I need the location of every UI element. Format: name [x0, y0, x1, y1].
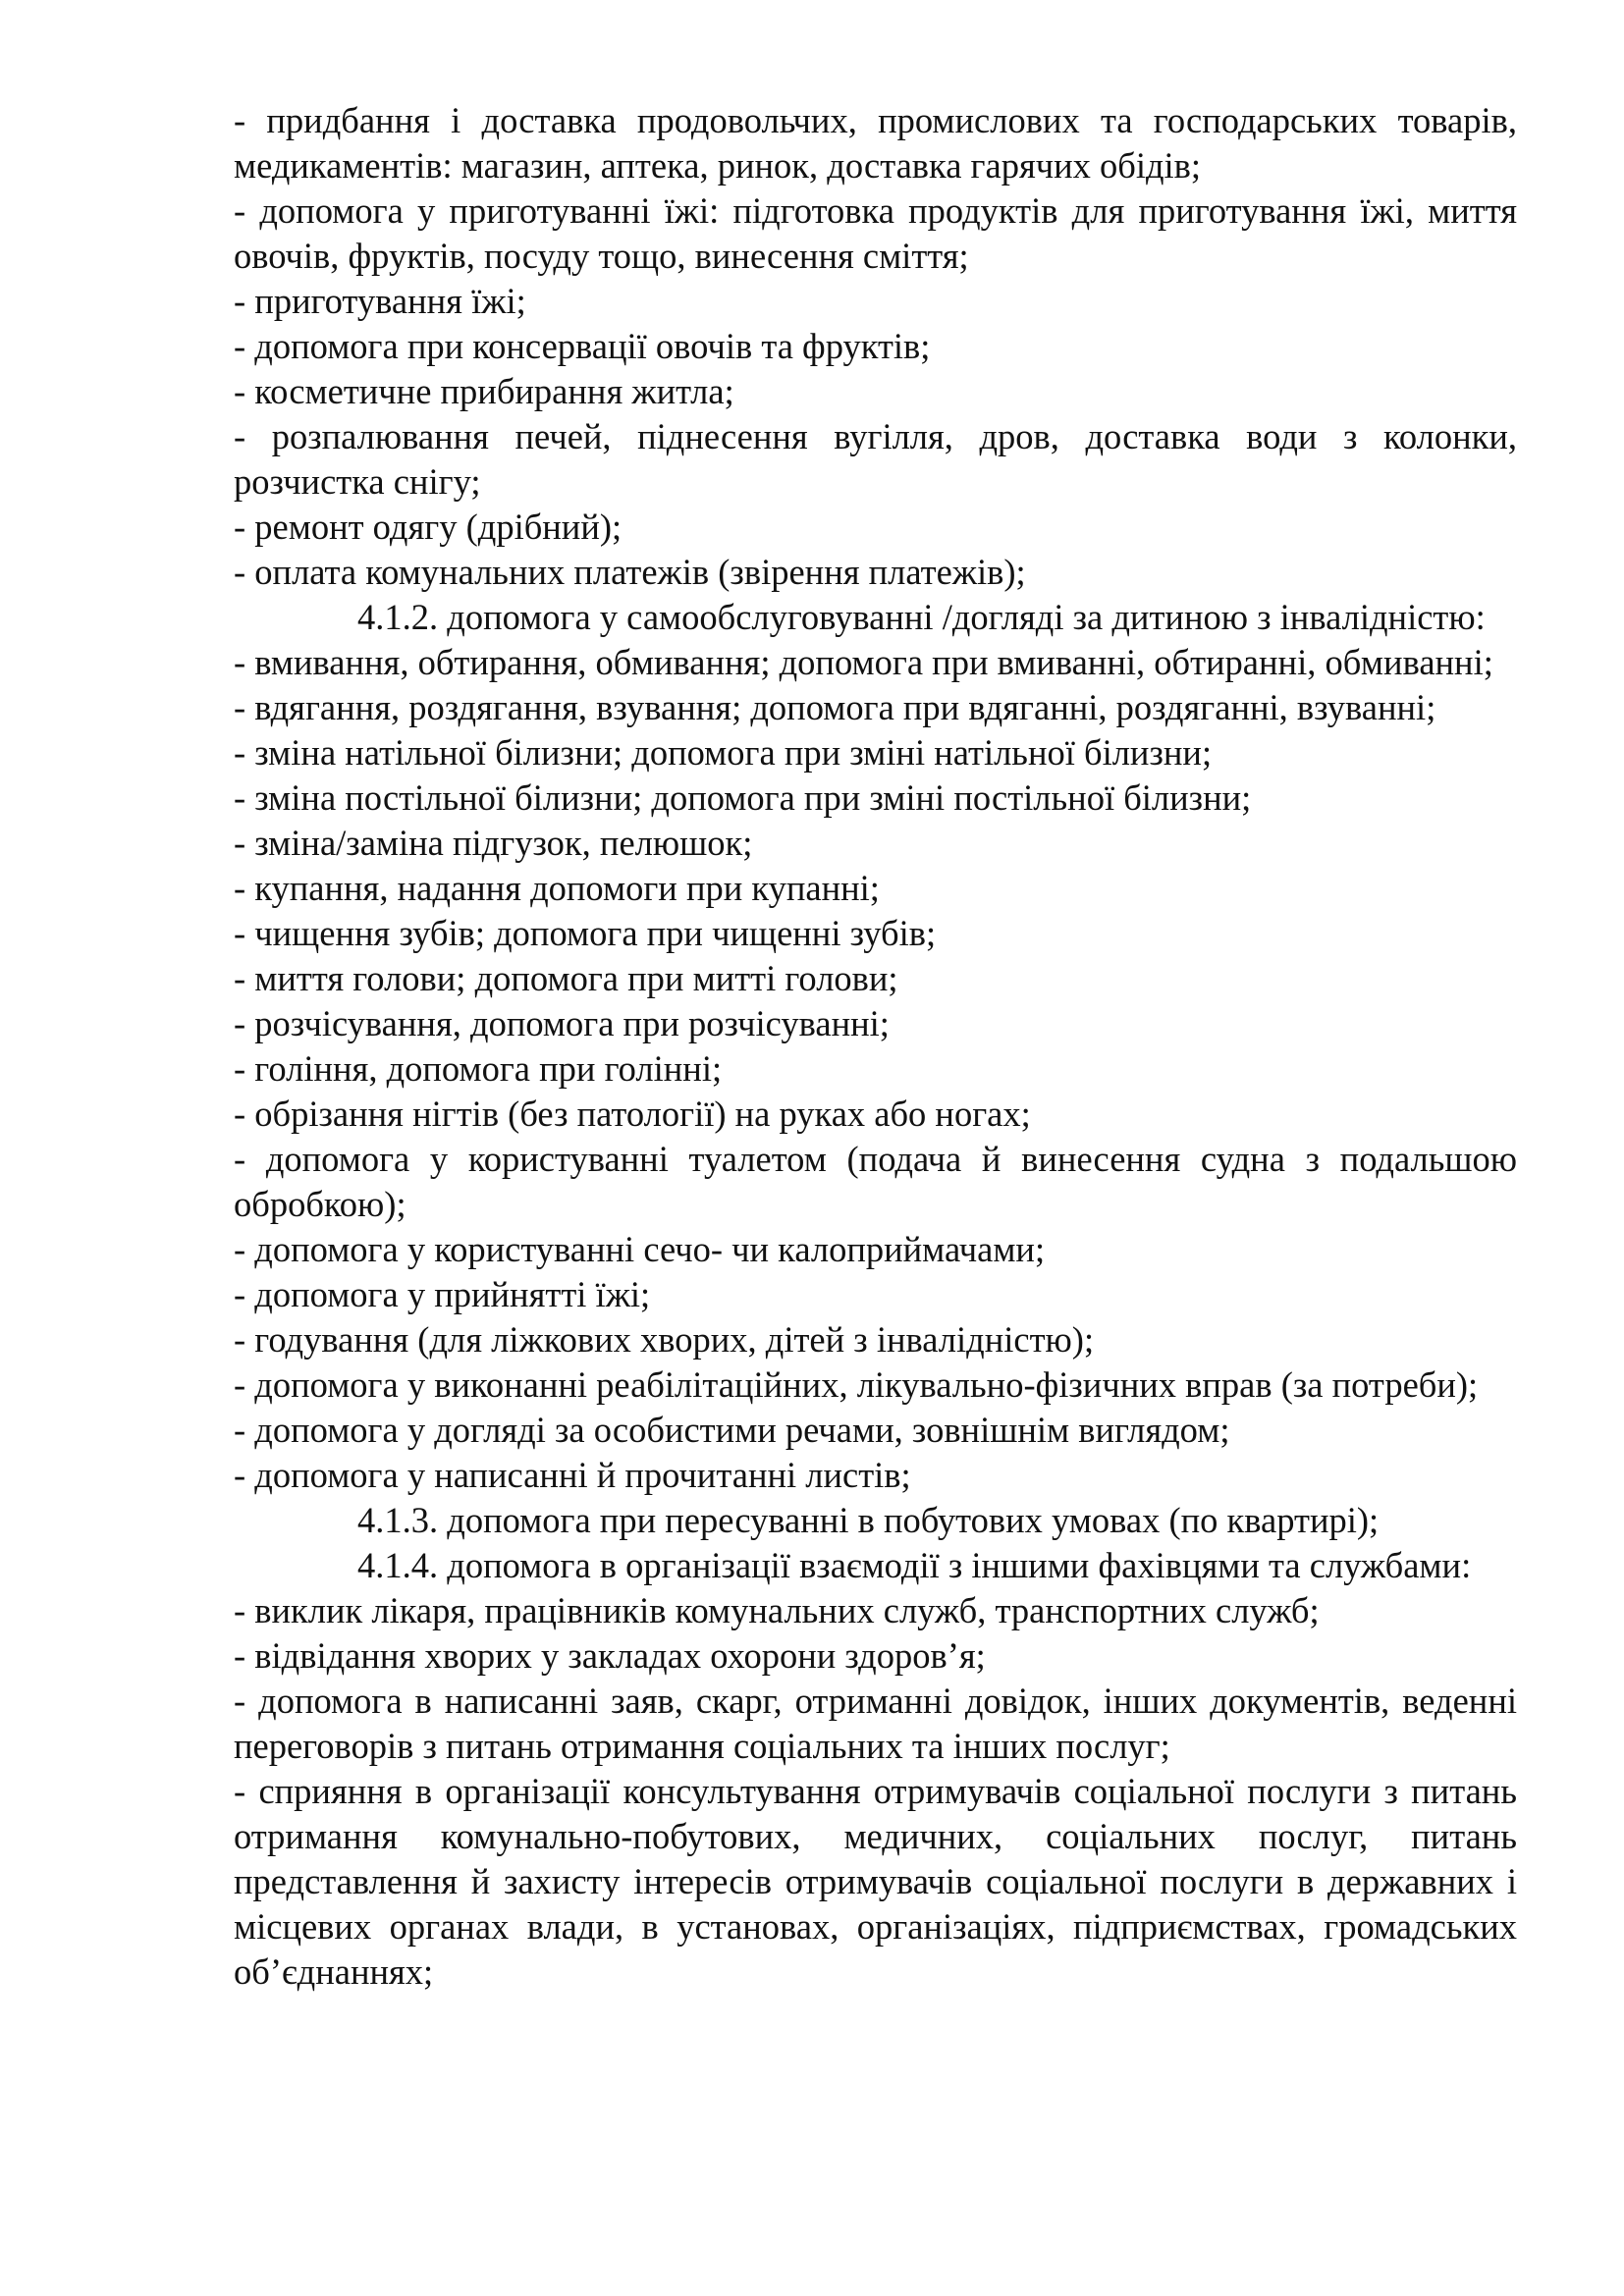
list-item-paragraph: - косметичне прибирання житла;	[234, 371, 734, 411]
list-item-paragraph: - допомога у прийнятті їжі;	[234, 1274, 651, 1314]
section-heading-paragraph: 4.1.4. допомога в організації взаємодії з іншими фахівцями та службами:	[357, 1545, 1472, 1585]
list-item-paragraph: - допомога у приготуванні їжі: підготовка продуктів для приготування їжі, миття овочів, фруктів, посуду тощо, винесення сміття;	[234, 190, 1517, 276]
list-item-paragraph: - вдягання, роздягання, взування; допомога при вдяганні, роздяганні, взуванні;	[234, 687, 1436, 727]
list-item-paragraph: - миття голови; допомога при митті голови;	[234, 958, 898, 998]
list-item-paragraph: - розчісування, допомога при розчісуванні;	[234, 1003, 890, 1043]
list-item-paragraph: - купання, надання допомоги при купанні;	[234, 868, 880, 908]
list-item-paragraph: - ремонт одягу (дрібний);	[234, 507, 623, 547]
section-heading-paragraph: 4.1.2. допомога у самообслуговуванні /догляді за дитиною з інвалідністю:	[357, 597, 1486, 637]
list-item-paragraph: - гоління, допомога при голінні;	[234, 1048, 723, 1089]
list-item-paragraph: - допомога у догляді за особистими речами, зовнішнім виглядом;	[234, 1410, 1230, 1450]
list-item-paragraph: - сприяння в організації консультування отримувачів соціальної послуги з питань отримання комунально-побутових, медичних, соціальних послуг, питань представлення й захисту інтересів отримувачів соціальної послуги в державних і місцевих органах влади, в установах, організаціях, підприємствах, громадських об’єднаннях;	[234, 1771, 1517, 1992]
list-item-paragraph: - годування (для ліжкових хворих, дітей з інвалідністю);	[234, 1319, 1095, 1360]
list-item-paragraph: - зміна постільної білизни; допомога при зміні постільної білизни;	[234, 777, 1252, 818]
list-item-paragraph: - допомога в написанні заяв, скарг, отриманні довідок, інших документів, веденні переговорів з питань отримання соціальних та інших послуг;	[234, 1681, 1517, 1766]
list-item-paragraph: - чищення зубів; допомога при чищенні зубів;	[234, 913, 937, 953]
list-item-paragraph: - допомога у користуванні туалетом (подача й винесення судна з подальшою обробкою);	[234, 1139, 1517, 1224]
list-item-paragraph: - розпалювання печей, піднесення вугілля, дров, доставка води з колонки, розчистка снігу;	[234, 416, 1517, 502]
list-item-paragraph: - приготування їжі;	[234, 281, 526, 321]
list-item-paragraph: - зміна натільної білизни; допомога при зміні натільної білизни;	[234, 732, 1213, 773]
list-item-paragraph: - відвідання хворих у закладах охорони здоров’я;	[234, 1635, 986, 1676]
list-item-paragraph: - допомога при консервації овочів та фруктів;	[234, 326, 931, 366]
list-item-paragraph: - допомога у написанні й прочитанні листів;	[234, 1455, 911, 1495]
list-item-paragraph: - оплата комунальних платежів (звірення платежів);	[234, 552, 1026, 592]
document-page	[234, 98, 1517, 1995]
list-item-paragraph: - виклик лікаря, працівників комунальних служб, транспортних служб;	[234, 1590, 1320, 1630]
list-item-paragraph: - вмивання, обтирання, обмивання; допомога при вмиванні, обтиранні, обмиванні;	[234, 642, 1493, 682]
list-item-paragraph: - придбання і доставка продовольчих, промислових та господарських товарів, медикаментів: магазин, аптека, ринок, доставка гарячих обідів;	[234, 100, 1517, 186]
list-item-paragraph: - зміна/заміна підгузок, пелюшок;	[234, 823, 753, 863]
list-item-paragraph: - допомога у виконанні реабілітаційних, лікувально-фізичних вправ (за потреби);	[234, 1364, 1479, 1405]
list-item-paragraph: - обрізання нігтів (без патології) на руках або ногах;	[234, 1094, 1031, 1134]
list-item-paragraph: - допомога у користуванні сечо- чи калоприймачами;	[234, 1229, 1046, 1269]
section-heading-paragraph: 4.1.3. допомога при пересуванні в побутових умовах (по квартирі);	[357, 1500, 1380, 1540]
